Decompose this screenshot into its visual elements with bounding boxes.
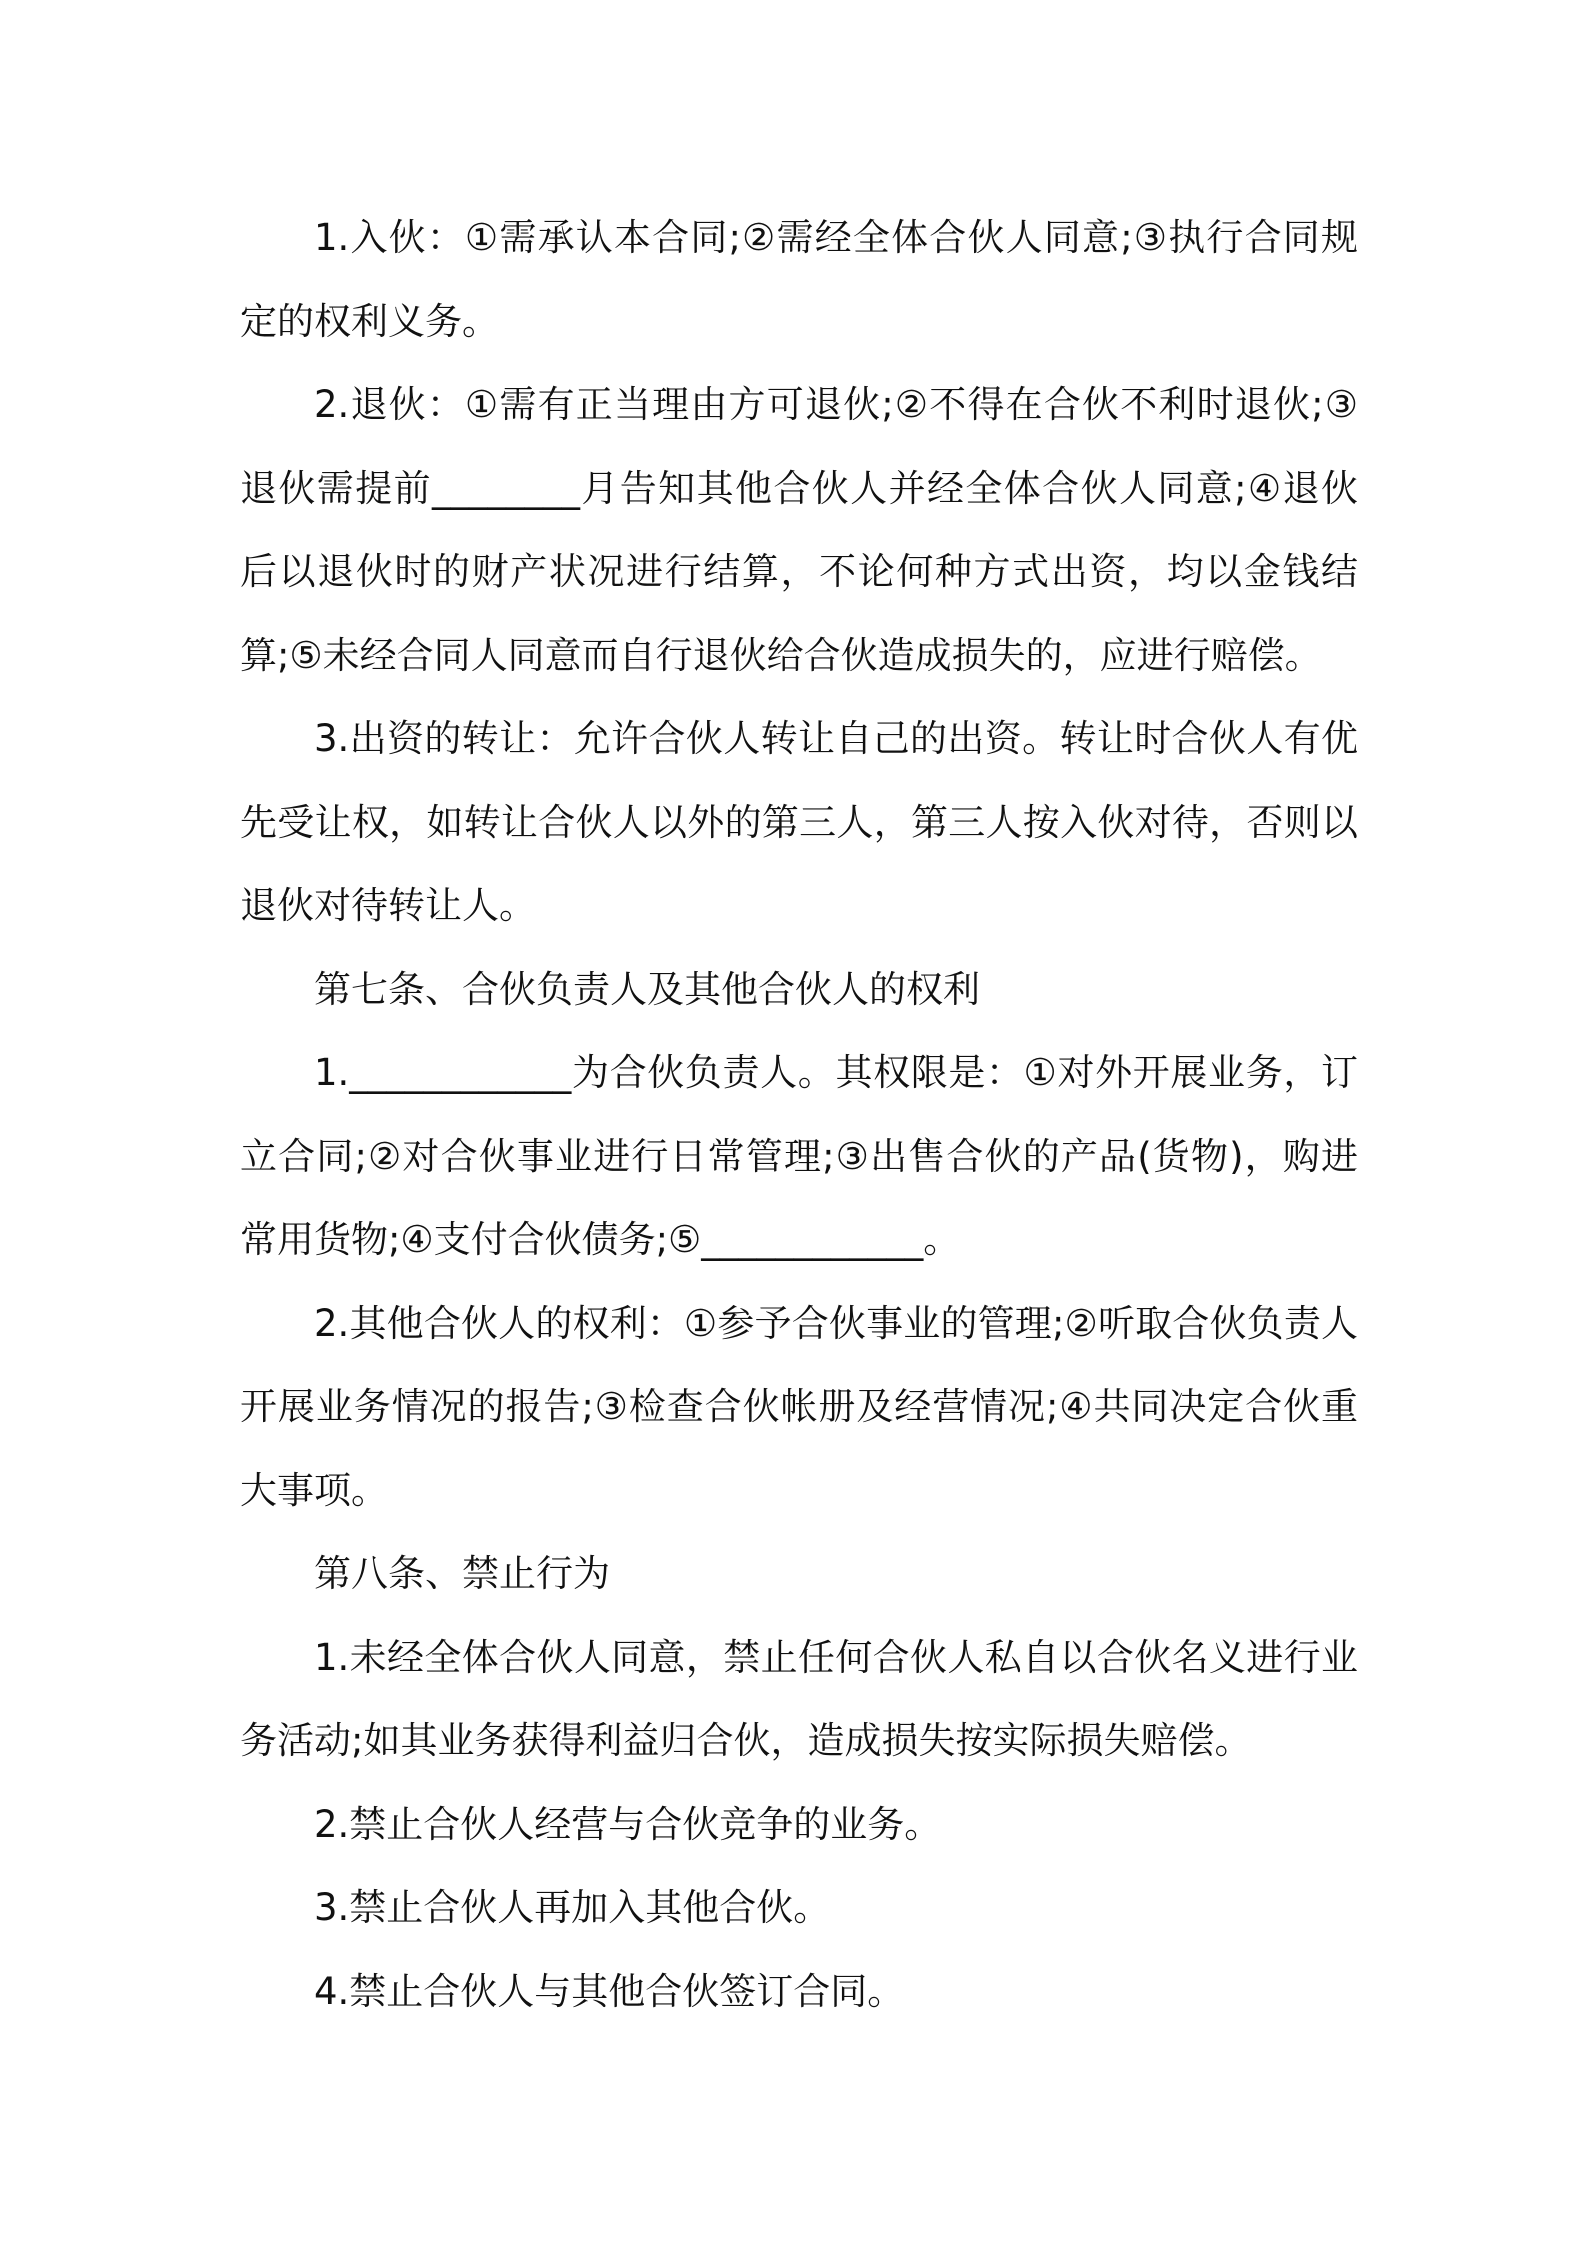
paragraph-capital-transfer: 3.出资的转让：允许合伙人转让自己的出资。转让时合伙人有优先受让权，如转让合伙人以外的第三人，第三人按入伙对待，否则以退伙对待转让人。 (240, 717, 1358, 927)
paragraph-partner-rights: 2.其他合伙人的权利：①参予合伙事业的管理;②听取合伙负责人开展业务情况的报告;③检查合伙帐册及经营情况;④共同决定合伙重大事项。 (240, 1301, 1358, 1512)
section-heading-article-8: 第八条、禁止行为 (314, 1552, 610, 1595)
paragraph-prohibition-3: 3.禁止合伙人再加入其他合伙。 (314, 1886, 831, 1929)
paragraph-prohibition-4: 4.禁止合伙人与其他合伙签订合同。 (314, 1969, 905, 2013)
paragraph-prohibition-2: 2.禁止合伙人经营与合伙竞争的业务。 (314, 1802, 942, 1846)
document-page (240, 196, 1358, 2033)
paragraph-manager-authority: 1.____________为合伙负责人。其权限是：①对外开展业务，订立合同;②对合伙事业进行日常管理;③出售合伙的产品(货物)，购进常用货物;④支付合伙债务;⑤____________。 (240, 1051, 1358, 1261)
paragraph-prohibition-1: 1.未经全体合伙人同意，禁止任何合伙人私自以合伙名义进行业务活动;如其业务获得利益归合伙，造成损失按实际损失赔偿。 (240, 1635, 1358, 1762)
paragraph-withdrawal: 2.退伙：①需有正当理由方可退伙;②不得在合伙不利时退伙;③退伙需提前________月告知其他合伙人并经全体合伙人同意;④退伙后以退伙时的财产状况进行结算，不论何种方式出资，均以金钱结算;⑤未经合同人同意而自行退伙给合伙造成损失的，应进行赔偿。 (240, 383, 1358, 677)
section-heading-article-7: 第七条、合伙负责人及其他合伙人的权利 (314, 967, 980, 1011)
paragraph-admission: 1.入伙：①需承认本合同;②需经全体合伙人同意;③执行合同规定的权利义务。 (240, 216, 1358, 343)
